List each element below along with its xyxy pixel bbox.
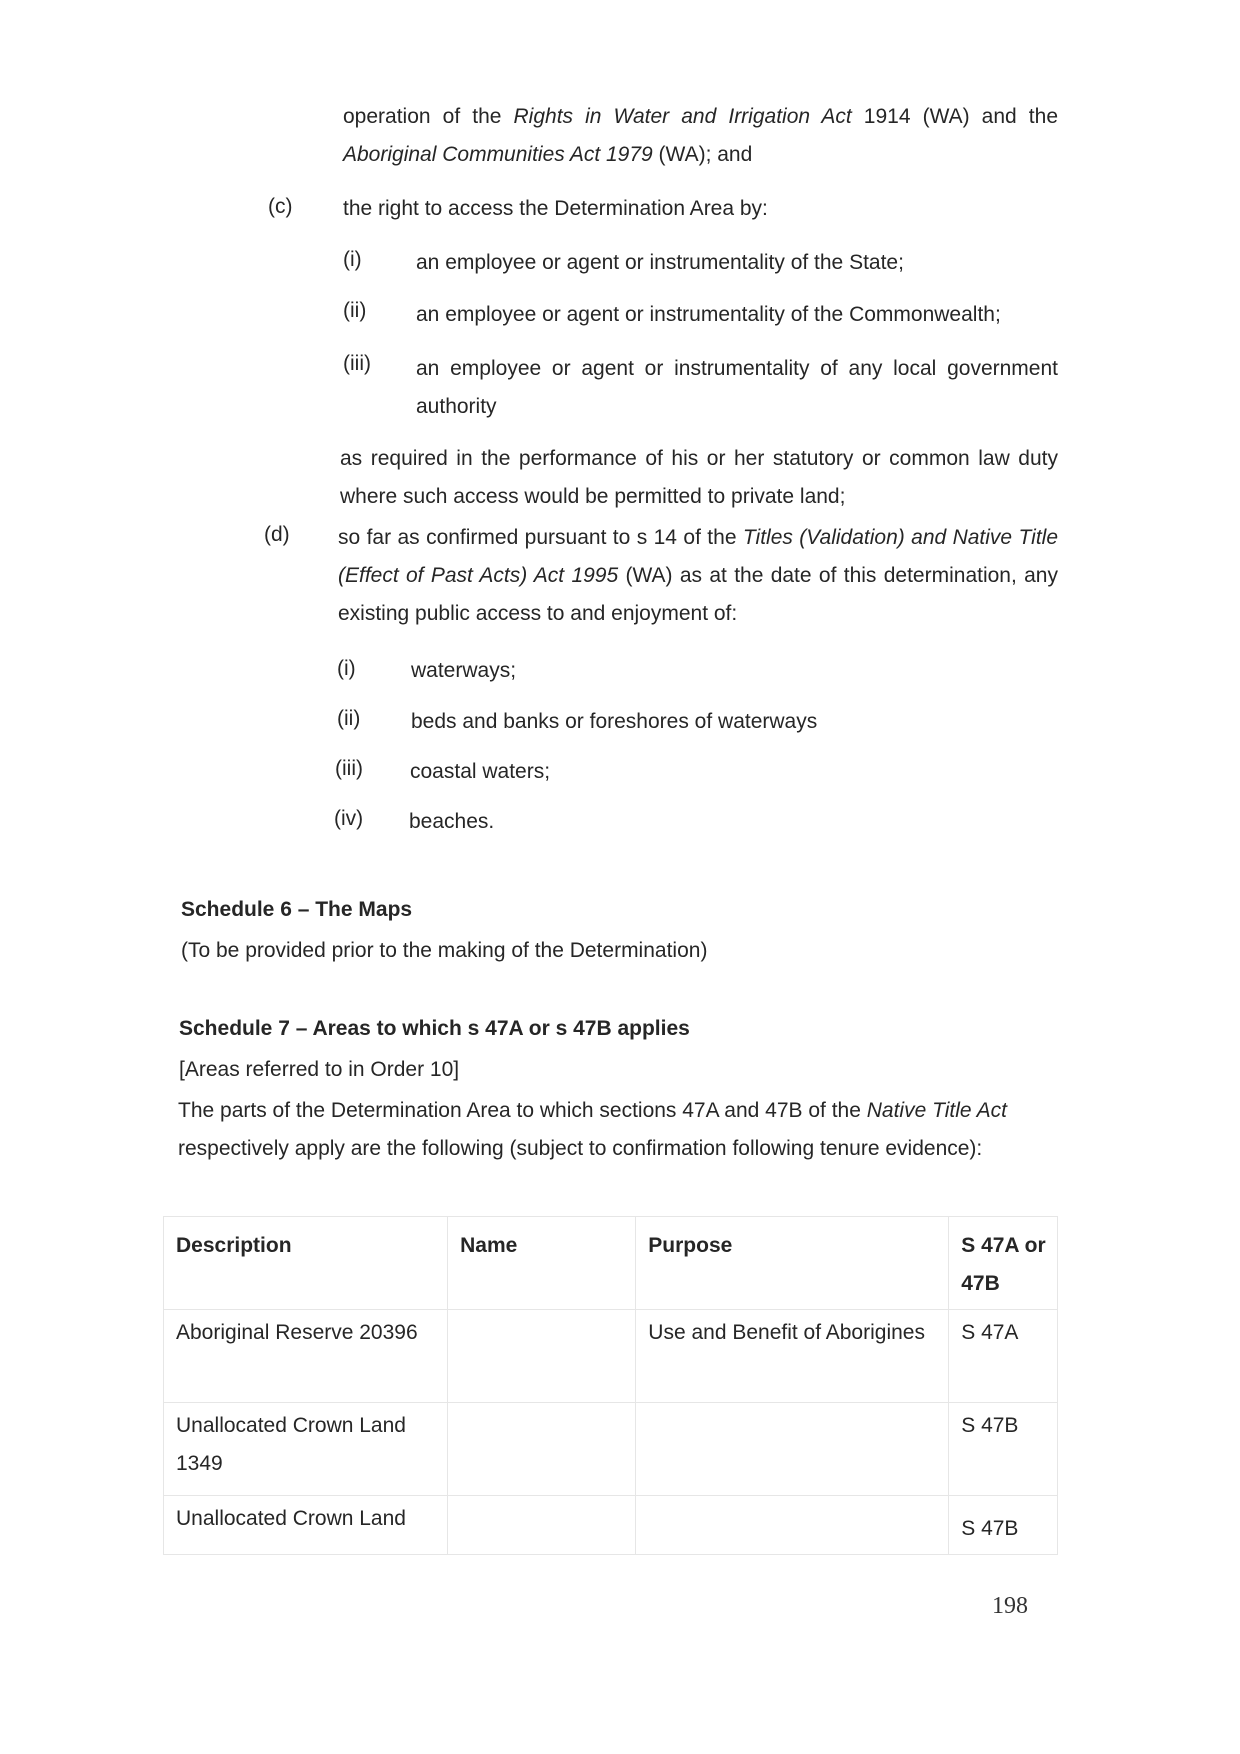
table-cell <box>636 1496 949 1555</box>
clause-c-closing: as required in the performance of his or her statutory or common law duty where such access would be permitted to private land; <box>340 447 1058 508</box>
clause-c-item-label: (ii) <box>343 299 367 322</box>
table-header-cell: Purpose <box>636 1217 949 1310</box>
clause-d-item-text: coastal waters; <box>410 760 551 783</box>
table-header-cell: Name <box>448 1217 636 1310</box>
clause-d-item-label: (iv) <box>334 807 364 830</box>
clause-d-label: (d) <box>264 523 290 546</box>
table-row <box>164 1403 1058 1496</box>
schedule-7-intro: The parts of the Determination Area to which sections 47A and 47B of the Native Title Act respectively apply are the following (subject to confirmation following tenure evidence): <box>178 1099 1007 1160</box>
table-row <box>164 1496 1058 1555</box>
table-cell: Unallocated Crown Land 1349 <box>164 1403 448 1496</box>
table-cell: S 47B <box>949 1403 1058 1496</box>
table-header-cell: S 47A or 47B <box>949 1217 1058 1310</box>
clause-c-item-text: an employee or agent or instrumentality of the Commonwealth; <box>416 303 1001 326</box>
clause-c-label: (c) <box>268 195 293 218</box>
clause-d-item-label: (i) <box>337 657 356 680</box>
schedule-7-heading: Schedule 7 – Areas to which s 47A or s 47B applies <box>179 1017 690 1040</box>
clause-c-intro: the right to access the Determination Area by: <box>343 197 768 220</box>
table-cell: S 47B <box>949 1496 1058 1555</box>
clause-c-item-text: an employee or agent or instrumentality of any local government authority <box>416 357 1058 418</box>
clause-b-continuation: operation of the Rights in Water and Irrigation Act 1914 (WA) and the Aboriginal Communities Act 1979 (WA); and <box>343 105 1058 166</box>
clause-d-item-text: beds and banks or foreshores of waterways <box>411 710 818 733</box>
clause-c-item-label: (iii) <box>343 352 371 375</box>
clause-d-intro: so far as confirmed pursuant to s 14 of the Titles (Validation) and Native Title (Effect of Past Acts) Act 1995 (WA) as at the date of this determination, any existing public access to and enjoyment of: <box>338 526 1058 625</box>
clause-c-item-label: (i) <box>343 248 362 271</box>
table-cell <box>448 1403 636 1496</box>
table-cell <box>636 1403 949 1496</box>
table-cell: Unallocated Crown Land <box>164 1496 448 1555</box>
clause-c-item-text: an employee or agent or instrumentality of the State; <box>416 251 904 274</box>
schedule-7-reference: [Areas referred to in Order 10] <box>179 1058 460 1081</box>
table-cell <box>448 1310 636 1403</box>
clause-d-item-label: (ii) <box>337 707 361 730</box>
clause-d-item-text: waterways; <box>411 659 517 682</box>
table-cell: Aboriginal Reserve 20396 <box>164 1310 448 1403</box>
schedule-6-heading: Schedule 6 – The Maps <box>181 898 413 921</box>
schedule-7-table <box>163 1216 1058 1555</box>
table-cell <box>448 1496 636 1555</box>
table-cell: S 47A <box>949 1310 1058 1403</box>
table-cell: Use and Benefit of Aborigines <box>636 1310 949 1403</box>
table-row <box>164 1310 1058 1403</box>
page-number: 198 <box>992 1593 1028 1619</box>
table-header-row <box>164 1217 1058 1310</box>
schedule-6-note: (To be provided prior to the making of the Determination) <box>181 939 708 962</box>
clause-d-item-label: (iii) <box>335 757 363 780</box>
table-header-cell: Description <box>164 1217 448 1310</box>
clause-d-item-text: beaches. <box>409 810 495 833</box>
